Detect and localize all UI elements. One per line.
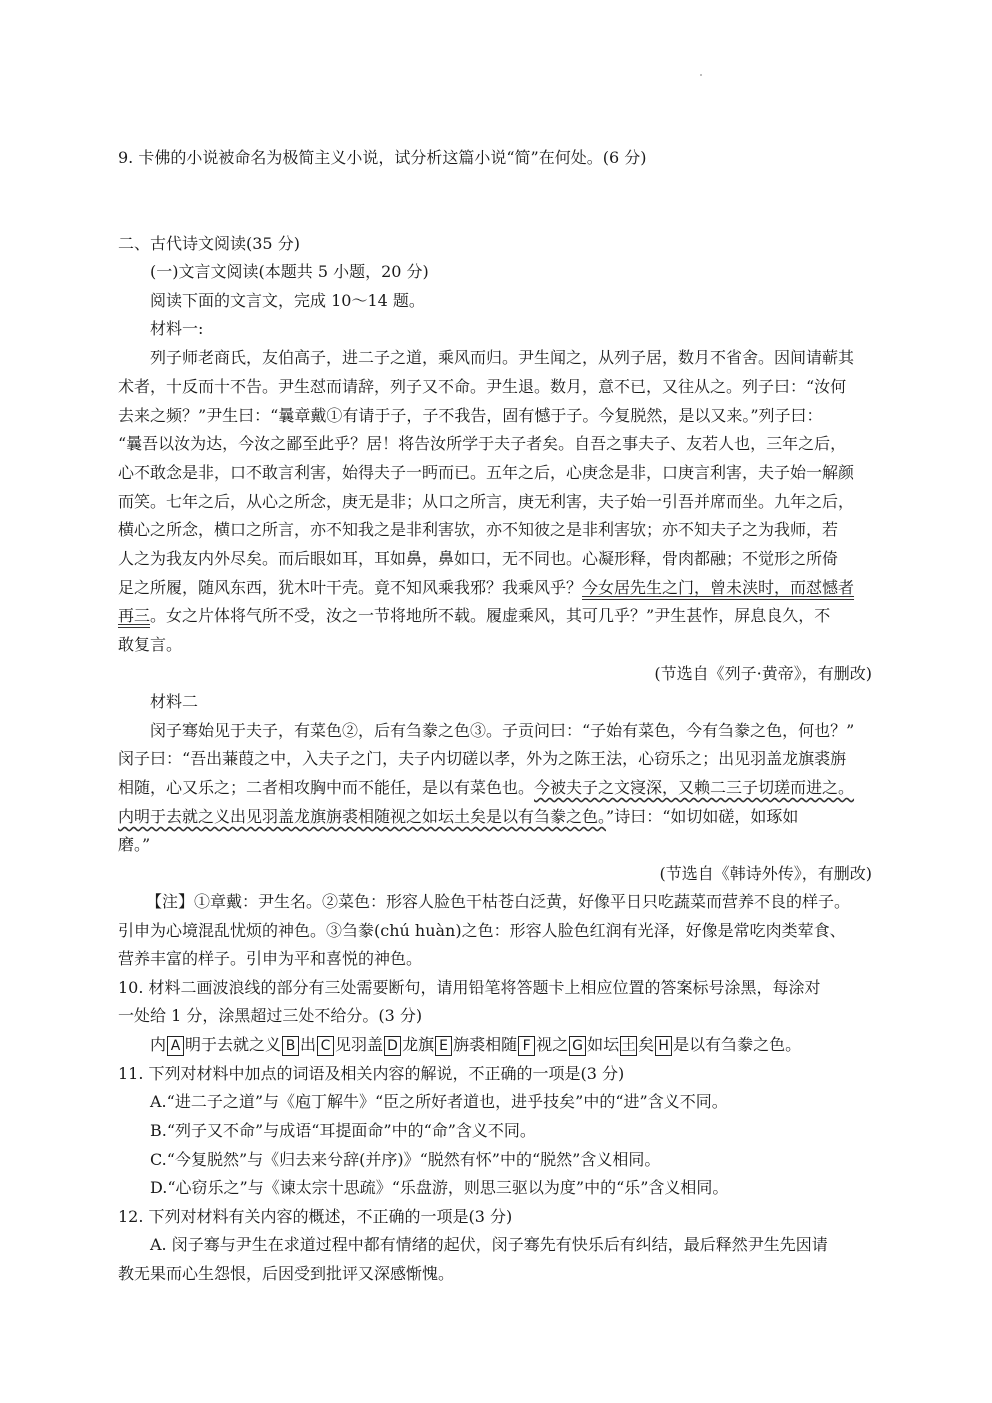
- question-11-option-a: A.“进二子之道”与《庖丁解牛》“臣之所好者道也，进乎技矣”中的“进”含义不同。: [150, 1092, 728, 1111]
- segment-text: 出: [300, 1035, 317, 1054]
- note-line: 营养丰富的样子。引申为平和喜悦的神色。: [118, 949, 423, 968]
- material1-label: 材料一:: [150, 319, 204, 338]
- segment-text: 明于去就之义: [185, 1035, 282, 1054]
- segment-text: 矣: [638, 1035, 655, 1054]
- answer-box-f[interactable]: F: [518, 1036, 535, 1056]
- wavy-underlined-text: 内明于去就之义出见羽盖龙旗旃裘相随视之如坛土矣是以有刍豢之色。: [118, 807, 607, 826]
- answer-box-h[interactable]: H: [655, 1036, 672, 1056]
- question-10-stem: 一处给 1 分，涂黑超过三处不给分。(3 分): [118, 1006, 423, 1025]
- material2-label: 材料二: [150, 692, 199, 711]
- double-underlined-text: 今女居先生之门，曾未浃时，而怼憾者: [582, 578, 855, 597]
- text: 足之所履，随风东西，犹木叶干壳。竟不知风乘我邪？我乘风乎？: [118, 578, 583, 597]
- segment-text: 是以有刍豢之色。: [673, 1035, 802, 1054]
- question-10-segments: [150, 1035, 878, 1056]
- instruction: 阅读下面的文言文，完成 10～14 题。: [150, 291, 425, 310]
- segment-text: 见羽盖: [335, 1035, 384, 1054]
- material2-line: [118, 807, 878, 827]
- question-12-option-a: A. 闵子骞与尹生在求道过程中都有情绪的起伏，闵子骞先有快乐后有纠结，最后释然尹生先因请: [150, 1235, 828, 1254]
- material1-line: 敢复言。: [118, 635, 183, 654]
- segment-text: 龙旗: [402, 1035, 435, 1054]
- material1-line: 去来之频？”尹生曰：“曩章戴①有请于子，子不我告，固有憾于子。今复脱然，是以又来。”列子曰：: [118, 406, 823, 425]
- segment-text: 视之: [536, 1035, 569, 1054]
- question-10-stem: 10. 材料二画波浪线的部分有三处需要断句，请用铅笔将答题卡上相应位置的答案标号涂黑，每涂对: [118, 978, 821, 997]
- note-line: 引申为心境混乱忧烦的神色。③刍豢(chú huàn)之色：形容人脸色红润有光泽，好像是常吃肉类荤食、: [118, 921, 846, 940]
- scan-speck: [700, 74, 702, 76]
- answer-box-e[interactable]: E: [435, 1036, 452, 1056]
- material2-source: (节选自《韩诗外传》，有删改): [659, 864, 872, 883]
- section-heading: 二、古代诗文阅读(35 分): [118, 234, 300, 253]
- material1-source: (节选自《列子·黄帝》，有删改): [654, 664, 872, 683]
- subsection-heading: (一)文言文阅读(本题共 5 小题，20 分): [150, 262, 429, 281]
- material1-line: 而笑。七年之后，从心之所念，庚无是非；从口之所言，庚无利害，夫子始一引吾并席而坐。九年之后，: [118, 492, 855, 511]
- question-11-option-b: B.“列子又不命”与成语“耳提面命”中的“命”含义不同。: [150, 1121, 536, 1140]
- text: 。女之片体将气所不受，汝之一节将地所不载。履虚乘风，其可几乎？”尹生甚怍，屏息良久，不: [150, 606, 831, 625]
- wavy-underlined-text: 今被夫子之文寖深，又赖二三子切瑳而进之。: [534, 778, 855, 797]
- question-9: 9. 卡佛的小说被命名为极简主义小说，试分析这篇小说“简”在何处。(6 分): [118, 148, 647, 167]
- question-12-option-a-cont: 教无果而心生怨恨，后因受到批评又深感惭愧。: [118, 1264, 455, 1283]
- boxed-character: 土: [621, 1037, 636, 1054]
- material1-line: 术者，十反而十不告。尹生怼而请辞，列子又不命。尹生退。数月，意不已，又往从之。列子曰：“汝何: [118, 377, 847, 396]
- question-11-option-d: D.“心窃乐之”与《谏太宗十思疏》“乐盘游，则思三驱以为度”中的“乐”含义相同。: [150, 1178, 729, 1197]
- material2-line: 闵子曰：“吾出蒹葭之中，入夫子之门，夫子内切磋以孝，外为之陈王法，心窃乐之；出见羽盖龙旗裘旃: [118, 749, 847, 768]
- text: ”诗曰：“如切如磋，如琢如: [606, 807, 799, 826]
- material1-line: 列子师老商氏，友伯高子，进二子之道，乘风而归。尹生闻之，从列子居，数月不省舍。因间请蕲其: [150, 348, 855, 367]
- question-11-option-c: C.“今复脱然”与《归去来兮辞(并序)》“脱然有怀”中的“脱然”含义相同。: [150, 1150, 661, 1169]
- material2-line: 磨。”: [118, 835, 151, 854]
- answer-box-g[interactable]: G: [569, 1036, 586, 1056]
- material1-line: [118, 578, 878, 598]
- material2-line: 闵子骞始见于夫子，有菜色②，后有刍豢之色③。子贡问曰：“子始有菜色，今有刍豢之色，何也？”: [150, 721, 855, 740]
- text: 相随，心又乐之；二者相攻胸中而不能任，是以有菜色也。: [118, 778, 535, 797]
- material1-line: 横心之所念，横口之所言，亦不知我之是非利害欤，亦不知彼之是非利害欤；亦不知夫子之为我师，若: [118, 520, 839, 539]
- material2-line: [118, 778, 878, 798]
- answer-box-b[interactable]: B: [282, 1036, 299, 1056]
- question-11-stem: 11. 下列对材料中加点的词语及相关内容的解说，不正确的一项是(3 分): [118, 1064, 625, 1083]
- material1-line: 心不敢念是非，口不敢言利害，始得夫子一眄而已。五年之后，心庚念是非，口庚言利害，夫子始一解颜: [118, 463, 855, 482]
- double-underlined-text: 再三: [118, 606, 151, 625]
- question-12-stem: 12. 下列对材料有关内容的概述，不正确的一项是(3 分): [118, 1207, 513, 1226]
- answer-box-d[interactable]: D: [384, 1036, 401, 1056]
- segment-text: 内: [150, 1035, 167, 1054]
- segment-text: 旃裘相随: [453, 1035, 518, 1054]
- note-line: 【注】①章戴：尹生名。②菜色：形容人脸色干枯苍白泛黄，好像平日只吃蔬菜而营养不良的样子。: [146, 892, 851, 911]
- material1-line: 人之为我友内外尽矣。而后眼如耳，耳如鼻，鼻如口，无不同也。心凝形释，骨肉都融；不觉形之所倚: [118, 549, 839, 568]
- answer-box-a[interactable]: A: [167, 1036, 184, 1056]
- segment-text: 如坛: [587, 1035, 620, 1054]
- material1-line: “曩吾以汝为达，今汝之鄙至此乎？居！将告汝所学于夫子者矣。自吾之事夫子、友若人也，三年之后，: [118, 434, 847, 453]
- answer-box-c[interactable]: C: [317, 1036, 334, 1056]
- material1-line: [118, 606, 878, 626]
